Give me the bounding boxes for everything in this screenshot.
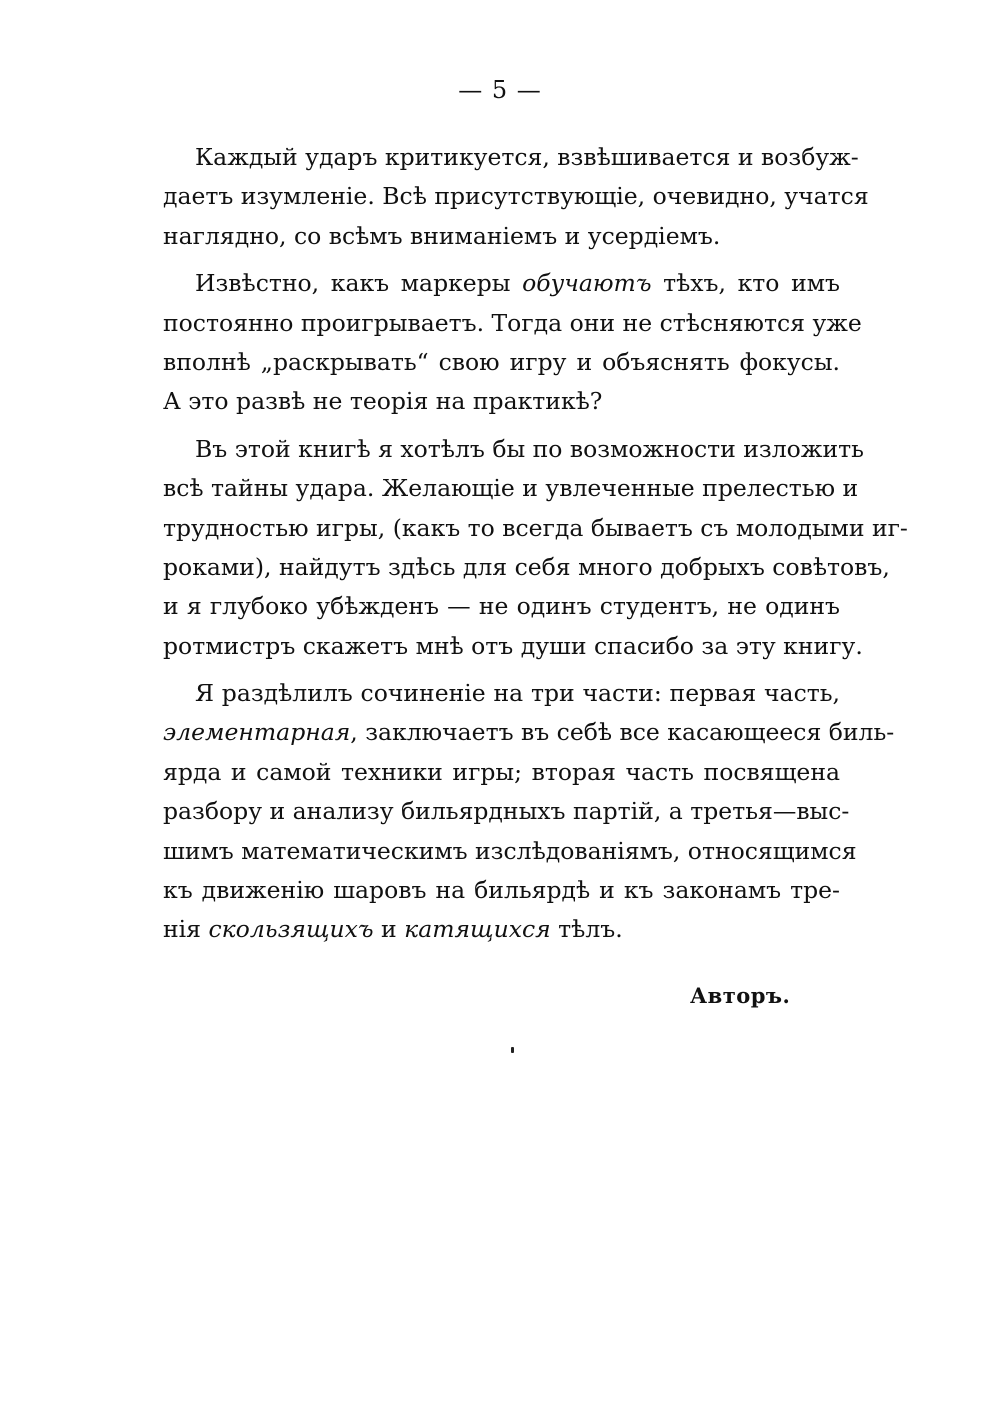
- italic-word: скользящихъ: [208, 915, 374, 944]
- paragraph: [163, 138, 869, 256]
- paragraph: [163, 674, 895, 950]
- text-line: нія скользящихъ и катящихся тѣлъ.: [163, 915, 623, 944]
- italic-word: катящихся: [404, 915, 551, 944]
- paragraph: [163, 430, 908, 666]
- ink-speck: [511, 1047, 514, 1053]
- text-line: роками), найдутъ здѣсь для себя много добрыхъ совѣтовъ,: [163, 552, 890, 581]
- body-text: [163, 138, 908, 950]
- text-line: А это развѣ не теорія на практикѣ?: [163, 387, 603, 416]
- text-line: разбору и анализу бильярдныхъ партій, а третья—выс-: [163, 797, 850, 826]
- text-line: даетъ изумленіе. Всѣ присутствующіе, очевидно, учатся: [163, 182, 869, 211]
- text-line: къ движенію шаровъ на бильярдѣ и къ законамъ тре-: [163, 876, 840, 905]
- text-line: постоянно проигрываетъ. Тогда они не стѣсняются уже: [163, 308, 862, 337]
- italic-word: элементарная: [163, 718, 351, 747]
- text-line: всѣ тайны удара. Желающіе и увлеченные прелестью и: [163, 474, 859, 503]
- text-line: Извѣстно, какъ маркеры обучаютъ тѣхъ, кто имъ: [195, 269, 840, 298]
- author-signature: Авторъ.: [690, 983, 791, 1008]
- text-line: ротмистръ скажетъ мнѣ отъ души спасибо за эту книгу.: [163, 631, 863, 660]
- text-line: Въ этой книгѣ я хотѣлъ бы по возможности изложить: [195, 434, 864, 463]
- text-line: Я раздѣлилъ сочиненіе на три части: первая часть,: [195, 679, 840, 708]
- paragraph: [163, 264, 862, 422]
- page-number: — 5 —: [458, 76, 542, 104]
- text-line: наглядно, со всѣмъ вниманіемъ и усердіемъ.: [163, 221, 721, 250]
- text-line: Каждый ударъ критикуется, взвѣшивается и возбуж-: [195, 143, 859, 171]
- text-line: элементарная, заключаетъ въ себѣ все касающееся биль-: [163, 718, 895, 747]
- text-line: и я глубоко убѣжденъ — не одинъ студентъ, не одинъ: [163, 592, 840, 621]
- text-line: шимъ математическимъ изслѣдованіямъ, относящимся: [163, 836, 857, 865]
- text-line: вполнѣ „раскрывать“ свою игру и объяснять фокусы.: [163, 347, 840, 376]
- text-line: ярда и самой техники игры; вторая часть посвящена: [163, 757, 840, 786]
- text-line: трудностью игры, (какъ то всегда бываетъ съ молодыми иг-: [163, 513, 908, 542]
- italic-word: обучаютъ: [522, 269, 652, 298]
